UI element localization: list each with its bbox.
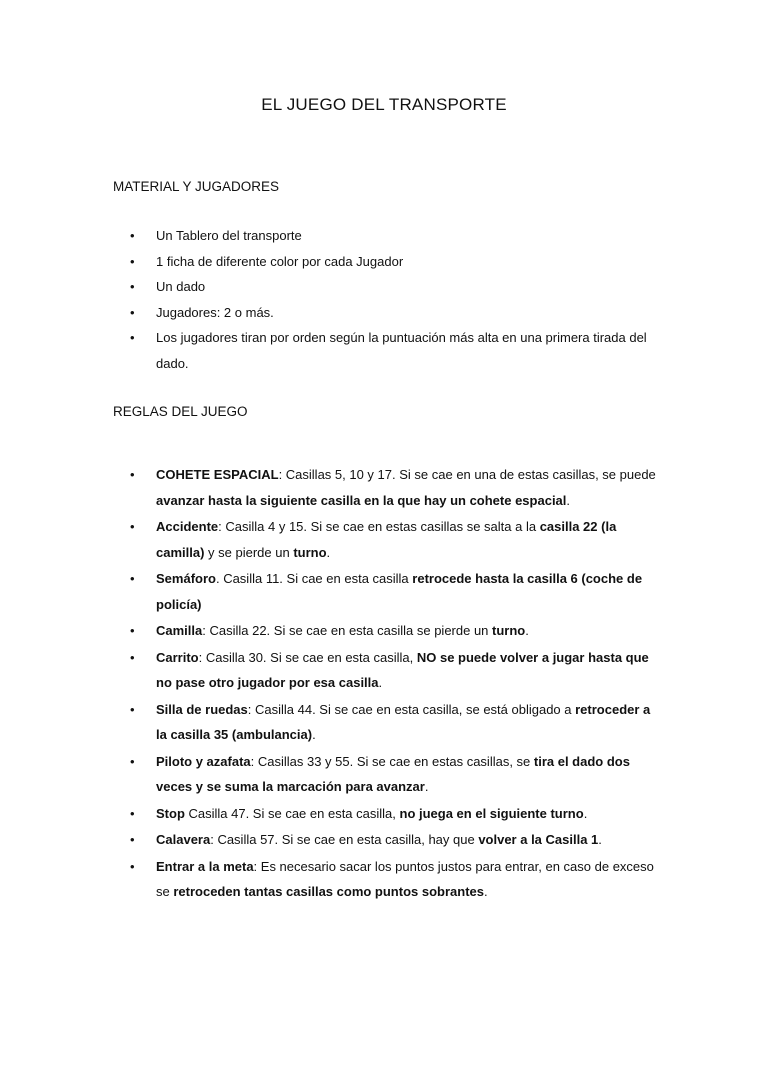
- list-item: • Jugadores: 2 o más.: [113, 300, 658, 326]
- rule-item-semaforo: [113, 566, 658, 617]
- section-heading-material: MATERIAL Y JUGADORES: [113, 179, 280, 194]
- document-title: EL JUEGO DEL TRANSPORTE: [261, 95, 507, 114]
- rule-text: : Casilla 44. Si se cae en esta casilla, se está obligado a: [247, 701, 576, 717]
- rule-text: : Casilla 4 y 15. Si se cae en estas casillas se salta a la: [218, 519, 540, 534]
- list-item: • Un Tablero del transporte: [113, 223, 658, 249]
- rule-item-accidente: [113, 514, 658, 565]
- rule-text: .: [378, 675, 383, 690]
- rule-text: y se pierde un: [204, 544, 294, 560]
- rule-text: : Es necesario sacar los puntos justos para entrar, en caso de exceso se: [156, 858, 654, 899]
- rule-text: .: [484, 884, 488, 899]
- rule-text: : Casillas 5, 10 y 17. Si se cae en una de estas casillas, se puede: [278, 467, 656, 482]
- section-heading-reglas: REGLAS DEL JUEGO: [113, 404, 248, 419]
- rule-item-entrar-a-la-meta: [113, 854, 658, 905]
- rule-item-camilla: [113, 618, 658, 644]
- rule-bold-text: Stop: [156, 805, 185, 821]
- rule-text: .: [583, 805, 588, 821]
- rule-bold-text: Carrito: [156, 649, 199, 665]
- list-item: • Un dado: [113, 274, 658, 300]
- rule-bold-text: volver a la Casilla 1: [478, 832, 599, 847]
- rule-bold-text: Accidente: [156, 519, 219, 534]
- rule-bold-text: casilla 22 (la camilla): [156, 519, 617, 560]
- rule-bold-text: Camilla: [156, 623, 203, 638]
- rules-list: [113, 462, 658, 906]
- rule-bold-text: Semáforo: [156, 571, 216, 586]
- rule-bold-text: retroceder a la casilla 35 (ambulancia): [156, 701, 651, 742]
- material-list: [113, 223, 658, 376]
- rule-bold-text: Entrar a la meta: [156, 858, 254, 874]
- rule-item-carrito: [113, 645, 658, 696]
- rule-text: : Casilla 57. Si se cae en esta casilla, hay que: [210, 832, 479, 847]
- rule-item-piloto-y-azafata: [113, 749, 658, 800]
- rule-text: : Casilla 30. Si se cae en esta casilla,: [198, 649, 417, 665]
- list-item: • Los jugadores tiran por orden según la puntuación más alta en una primera tirada del dado.: [113, 325, 658, 376]
- rule-text: .: [566, 492, 571, 508]
- rule-text: .: [326, 544, 331, 560]
- rule-bold-text: retrocede hasta la casilla 6 (coche de policía): [156, 571, 643, 612]
- rule-bold-text: tira el dado dos veces y se suma la marcación para avanzar: [156, 753, 630, 794]
- rule-bold-text: turno: [492, 623, 526, 638]
- rule-text: .: [525, 623, 529, 638]
- rule-bold-text: COHETE ESPACIAL: [156, 467, 279, 482]
- rule-text: Casilla 47. Si se cae en esta casilla,: [184, 805, 400, 821]
- rule-text: .: [598, 832, 602, 847]
- rule-bold-text: Piloto y azafata: [156, 753, 251, 769]
- rule-bold-text: turno: [293, 544, 327, 560]
- rule-bold-text: NO se puede volver a jugar hasta que no pase otro jugador por esa casilla: [156, 649, 649, 690]
- rule-item-cohete-espacial: [113, 462, 658, 513]
- rule-text: : Casilla 22. Si se cae en esta casilla se pierde un: [202, 623, 493, 638]
- rule-bold-text: Calavera: [156, 832, 211, 847]
- rule-bold-text: no juega en el siguiente turno: [399, 805, 584, 821]
- rule-text: : Casillas 33 y 55. Si se cae en estas casillas, se: [250, 753, 534, 769]
- rule-text: . Casilla 11. Si cae en esta casilla: [215, 571, 413, 586]
- rule-text: .: [312, 727, 316, 742]
- rule-text: .: [424, 779, 429, 794]
- rule-bold-text: retroceden tantas casillas como puntos sobrantes: [173, 884, 484, 899]
- list-item: • 1 ficha de diferente color por cada Jugador: [113, 249, 658, 275]
- rule-bold-text: Silla de ruedas: [156, 701, 248, 717]
- rule-bold-text: avanzar hasta la siguiente casilla en la que hay un cohete espacial: [156, 492, 567, 508]
- rule-item-stop: [113, 801, 658, 827]
- rule-item-calavera: [113, 827, 658, 853]
- rule-item-silla-de-ruedas: [113, 697, 658, 748]
